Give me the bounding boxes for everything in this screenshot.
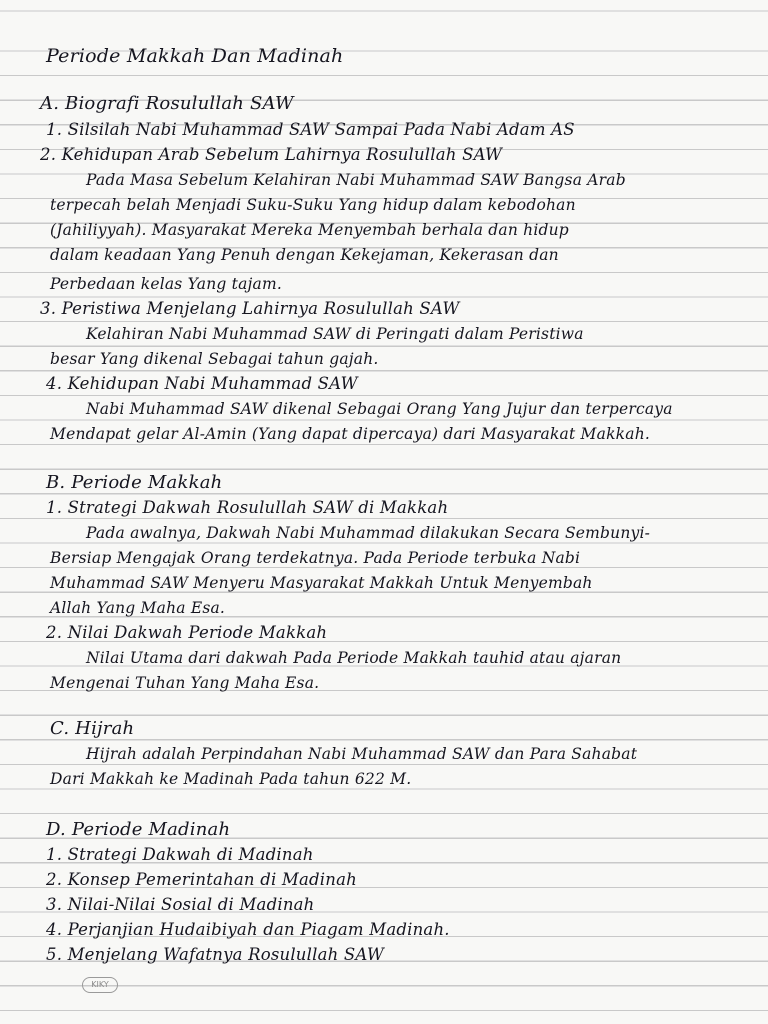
section-a-item-2-text: Pada Masa Sebelum Kelahiran Nabi Muhammad SAW Bangsa Arab xyxy=(86,171,626,189)
section-a-item-4-text: Mendapat gelar Al-Amin (Yang dapat dipercaya) dari Masyarakat Makkah. xyxy=(50,425,650,443)
section-a-item-4: 4. Kehidupan Nabi Muhammad SAW xyxy=(46,374,358,393)
section-d-item-4: 4. Perjanjian Hudaibiyah dan Piagam Madinah. xyxy=(46,920,450,939)
section-a-item-4-text: Nabi Muhammad SAW dikenal Sebagai Orang Yang Jujur dan terpercaya xyxy=(86,400,673,418)
section-a-item-2: 2. Kehidupan Arab Sebelum Lahirnya Rosulullah SAW xyxy=(40,145,503,164)
section-b-item-2-text: Mengenai Tuhan Yang Maha Esa. xyxy=(50,674,320,692)
section-b-item-1-text: Pada awalnya, Dakwah Nabi Muhammad dilakukan Secara Sembunyi- xyxy=(86,524,651,542)
section-a-item-3-text: Kelahiran Nabi Muhammad SAW di Peringati dalam Peristiwa xyxy=(86,325,584,343)
section-b-item-1-text: Bersiap Mengajak Orang terdekatnya. Pada Periode terbuka Nabi xyxy=(50,549,581,567)
section-d-heading: D. Periode Madinah xyxy=(46,819,231,840)
section-c-text: Dari Makkah ke Madinah Pada tahun 622 M. xyxy=(50,770,412,788)
section-a-item-2-text: dalam keadaan Yang Penuh dengan Kekejaman, Kekerasan dan xyxy=(50,246,559,264)
section-c-heading: C. Hijrah xyxy=(50,718,135,739)
section-a-item-3: 3. Peristiwa Menjelang Lahirnya Rosulullah SAW xyxy=(40,299,460,318)
footer-stamp: KIKY xyxy=(82,977,118,993)
section-b-heading: B. Periode Makkah xyxy=(46,472,223,493)
section-a-item-2-text: terpecah belah Menjadi Suku-Suku Yang hidup dalam kebodohan xyxy=(50,196,576,214)
section-b-item-1-text: Allah Yang Maha Esa. xyxy=(50,599,226,617)
section-a-item-2-text: Perbedaan kelas Yang tajam. xyxy=(50,275,283,293)
page-title: Periode Makkah Dan Madinah xyxy=(46,45,344,67)
section-d-item-1: 1. Strategi Dakwah di Madinah xyxy=(46,845,314,864)
section-b-item-2-text: Nilai Utama dari dakwah Pada Periode Makkah tauhid atau ajaran xyxy=(86,649,622,667)
section-a-item-3-text: besar Yang dikenal Sebagai tahun gajah. xyxy=(50,350,379,368)
section-a-heading: A. Biografi Rosulullah SAW xyxy=(40,93,294,114)
section-b-item-2: 2. Nilai Dakwah Periode Makkah xyxy=(46,623,328,642)
section-b-item-1: 1. Strategi Dakwah Rosulullah SAW di Makkah xyxy=(46,498,449,517)
section-c-text: Hijrah adalah Perpindahan Nabi Muhammad SAW dan Para Sahabat xyxy=(86,745,638,763)
section-a-item-2-text: (Jahiliyyah). Masyarakat Mereka Menyembah berhala dan hidup xyxy=(50,221,569,239)
section-d-item-2: 2. Konsep Pemerintahan di Madinah xyxy=(46,870,357,889)
section-a-item-1: 1. Silsilah Nabi Muhammad SAW Sampai Pada Nabi Adam AS xyxy=(46,120,575,139)
section-d-item-3: 3. Nilai-Nilai Sosial di Madinah xyxy=(46,895,315,914)
section-d-item-5: 5. Menjelang Wafatnya Rosulullah SAW xyxy=(46,945,384,964)
section-b-item-1-text: Muhammad SAW Menyeru Masyarakat Makkah Untuk Menyembah xyxy=(50,574,593,592)
